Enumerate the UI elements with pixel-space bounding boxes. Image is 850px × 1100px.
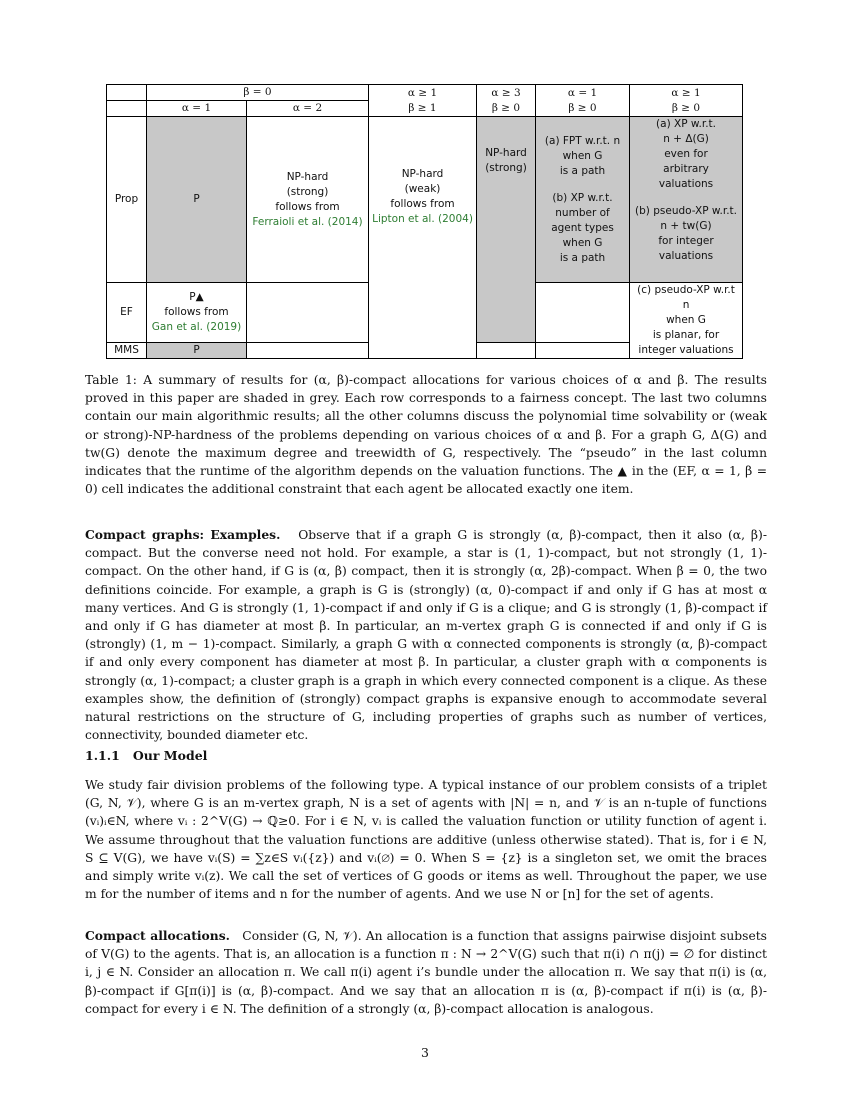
cell-line: when G — [666, 314, 706, 326]
section-title: Our Model — [132, 748, 208, 763]
cell-line: arbitrary — [663, 163, 709, 175]
prop-alpha2-cell — [247, 117, 369, 283]
cell-line: NP-hard — [401, 168, 444, 180]
header-empty-cell — [107, 85, 147, 101]
cell-line: is a path — [559, 164, 606, 177]
citation-link[interactable]: Gan et al. (2019) — [151, 321, 242, 333]
header-alpha-ge1-beta-ge1 — [369, 85, 477, 117]
table-caption: Table 1: A summary of results for (α, β)-compact allocations for various choices of α and β. The results proved in this paper are shaded in grey. Each row corresponds to a fairness concept. The last two columns contain our main algorithmic results; all the other columns discuss the polynomial time solvability or (weak or strong)-NP-hardness of the problems depending on various choices of α and β. For a graph G, Δ(G) and tw(G) denote the maximum degree and treewidth of G, respectively. The “pseudo” in the last column indicates that the runtime of the algorithm depends on the valuation functions. The ▲ in the (EF, α = 1, β = 0) cell indicates the additional constraint that each agent be allocated exactly one item. — [85, 373, 767, 497]
header-empty-cell — [107, 101, 147, 117]
cell-line: (c) pseudo-XP w.r.t — [637, 284, 735, 296]
cell-line: follows from — [275, 200, 340, 213]
paragraph-heading: Compact allocations. — [85, 928, 230, 943]
header-alpha-one: α = 1 — [147, 101, 247, 117]
compact-allocations-paragraph — [85, 927, 767, 1018]
section-number: 1.1.1 — [85, 748, 120, 763]
header-text: α ≥ 3 — [491, 86, 521, 99]
cell-line: is planar, for — [652, 329, 720, 341]
cell-line: NP-hard — [485, 146, 527, 159]
paragraph-heading: Compact graphs: Examples. — [85, 527, 281, 542]
cell-line: (b) pseudo-XP w.r.t. — [635, 205, 737, 217]
header-text: β ≥ 0 — [671, 101, 701, 114]
cell-line: (weak) — [404, 183, 441, 195]
section-heading — [85, 748, 207, 763]
mms-alpha2-cell — [247, 343, 369, 359]
ef-mms-alpha-ge1-cell — [630, 283, 743, 359]
cell-line: number of — [555, 206, 610, 219]
prop-alpha1-cell: P — [147, 117, 247, 283]
header-beta-zero: β = 0 — [147, 85, 369, 101]
cell-line: follows from — [390, 198, 455, 210]
ef-alpha-eq1-cell — [536, 283, 630, 343]
cell-line: when G — [562, 236, 603, 249]
cell-line: n + Δ(G) — [663, 133, 709, 145]
cell-line: (b) XP w.r.t. — [552, 191, 613, 204]
cell-line: n + tw(G) — [660, 220, 712, 232]
row-prop — [107, 117, 743, 283]
citation-link[interactable]: Lipton et al. (2004) — [372, 213, 473, 225]
ef-alpha1-cell — [147, 283, 247, 343]
header-alpha-two: α = 2 — [247, 101, 369, 117]
cell-line: (strong) — [485, 161, 527, 174]
model-paragraph: We study fair division problems of the following type. A typical instance of our problem consists of a triplet (G, N, 𝒱), where G is an m-vertex graph, N is a set of agents with |N| = n, and 𝒱 is an n-tuple of functions (vᵢ)ᵢ∈N, where vᵢ : 2^V(G) → ℚ≥0. For i ∈ N, vᵢ is called the valuation function or utility function of agent i. We assume throughout that the valuation functions are additive (unless otherwise stated). That is, for i ∈ N, S ⊆ V(G), we have vᵢ(S) = ∑z∈S vᵢ({z}) and vᵢ(∅) = 0. When S = {z} is a singleton set, we omit the braces and simply write vᵢ(z). We call the set of vertices of G goods or items as well. Throughout the paper, we use m for the number of items and n for the number of agents. And we use N or [n] for the set of agents. — [85, 778, 767, 902]
cell-line: (a) XP w.r.t. — [656, 118, 716, 130]
paragraph-body: Consider (G, N, 𝒱). An allocation is a function that assigns pairwise disjoint subsets of V(G) to the agents. That is, an allocation is a function π : N → 2^V(G) such that π(i) ∩ π(j) = ∅ for distinct i, j ∈ N. Consider an allocation π. We call π(i) agent i’s bundle under the allocation π. We say that π(i) is (α, β)-compact if G[π(i)] is (α, β)-compact. And we say that an allocation π is (α, β)-compact if π(i) is (α, β)-compact for every i ∈ N. The definition of a strongly (α, β)-compact allocation is analogous. — [85, 929, 767, 1016]
prop-alpha-eq1-cell — [536, 117, 630, 283]
header-alpha-eq1-beta-ge0 — [536, 85, 630, 117]
header-text: α ≥ 1 — [671, 86, 701, 99]
cell-line: when G — [562, 149, 603, 162]
cell-line: is a path — [559, 251, 606, 264]
row-label-prop: Prop — [107, 117, 147, 283]
cell-line: (strong) — [286, 185, 329, 198]
compact-graphs-paragraph — [85, 526, 767, 744]
ef-alpha2-cell — [247, 283, 369, 343]
mms-alpha1-cell: P — [147, 343, 247, 359]
prop-alpha-ge3-cell — [477, 117, 536, 343]
prop-alpha-ge1-cell — [630, 117, 743, 283]
header-row-1 — [107, 85, 743, 101]
row-label-mms: MMS — [107, 343, 147, 359]
cell-line: n — [682, 299, 690, 311]
header-alpha-ge3-beta-ge0 — [477, 85, 536, 117]
cell-line: follows from — [164, 306, 229, 318]
mms-alpha-ge3-cell — [477, 343, 536, 359]
row-label-ef: EF — [107, 283, 147, 343]
prop-alpha-ge1-beta-ge1-cell — [369, 117, 477, 359]
cell-line: even for — [664, 148, 708, 160]
header-text: β ≥ 0 — [491, 101, 521, 114]
paragraph-body: Observe that if a graph G is strongly (α, β)-compact, then it also (α, β)-compact. But the converse need not hold. For example, a star is (1, 1)-compact, but not strongly (1, 1)-compact. On the other hand, if G is (α, β) compact, then it is strongly (α, 2β)-compact. When β = 0, the two definitions coincide. For example, a graph is G is (strongly) (α, 0)-compact if and only if G has at most α many vertices. And G is strongly (1, 1)-compact if and only if G is a clique; and G is strongly (1, β)-compact if and only if G has diameter at most β. In particular, an m-vertex graph G is connected if and only if G is (strongly) (1, m − 1)-compact. Similarly, a graph G with α connected components is strongly (α, β)-compact if and only every component has diameter at most β. In particular, a cluster graph with α components is strongly (α, 1)-compact; a cluster graph is a graph in which every connected component is a clique. As these examples show, the definition of (strongly) compact graphs is expansive enough to accommodate several natural restrictions on the structure of G, including properties of graphs such as number of vertices, connectivity, bounded diameter etc. — [85, 528, 767, 743]
page-number: 3 — [421, 1045, 429, 1060]
cell-line: integer valuations — [638, 344, 734, 356]
results-table — [106, 84, 743, 359]
header-text: β ≥ 0 — [568, 101, 597, 114]
cell-line: NP-hard — [286, 170, 329, 183]
cell-line: (a) FPT w.r.t. n — [544, 134, 621, 147]
cell-line: P▲ — [189, 291, 204, 303]
mms-alpha-eq1-cell — [536, 343, 630, 359]
header-text: α = 1 — [567, 86, 598, 99]
cell-line: for integer — [658, 235, 714, 247]
cell-line: agent types — [551, 221, 614, 234]
citation-link[interactable]: Ferraioli et al. (2014) — [252, 215, 363, 228]
header-text: α ≥ 1 — [407, 86, 438, 99]
cell-line: valuations — [658, 178, 714, 190]
header-text: β ≥ 1 — [408, 101, 437, 114]
header-alpha-ge1-beta-ge0 — [630, 85, 743, 117]
cell-line: valuations — [658, 250, 714, 262]
